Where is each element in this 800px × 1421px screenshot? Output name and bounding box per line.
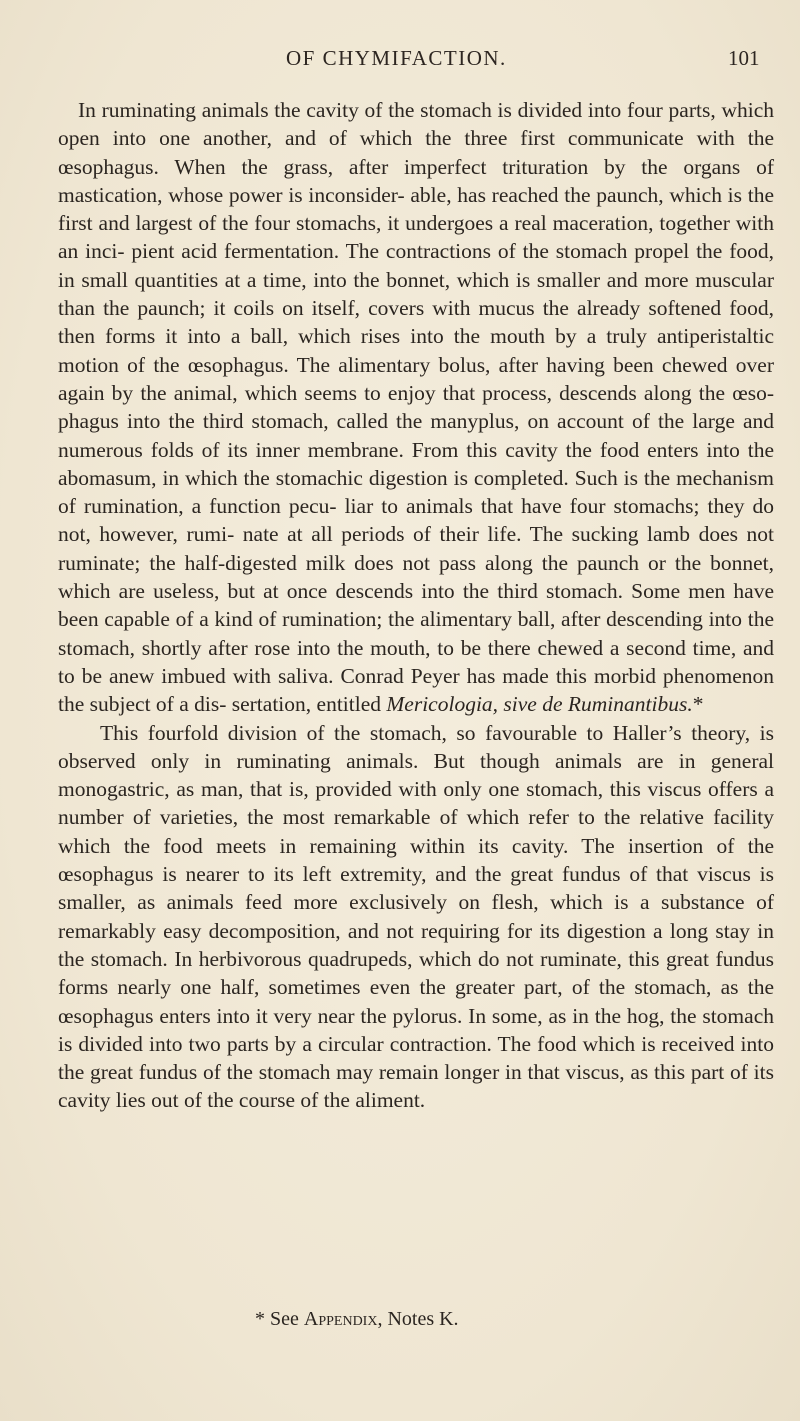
running-head bbox=[0, 46, 800, 76]
running-title: OF CHYMIFACTION. bbox=[286, 46, 507, 70]
footnote-ref: Appendix bbox=[303, 1308, 378, 1330]
paragraph-rumination bbox=[58, 96, 774, 719]
footnote-marker: * bbox=[692, 692, 704, 717]
dissertation-title: Mericologia, sive de Ruminantibus. bbox=[386, 692, 693, 717]
body-text bbox=[58, 96, 774, 1115]
paragraph-1-text: In ruminating animals the cavity of the stomach is divided into four parts, which open into one another, and of which the three first communicate with the œsophagus. When the grass, after imperfect trituration by the organs of mastication, whose power is inconsider- able, has reached the paunch, which is the first and largest of the four stomachs, it undergoes a real maceration, together with an inci- pient acid fermentation. The contractions of the stomach propel the food, in small quantities at a time, into the bonnet, which is smaller and more muscular than the paunch; it coils on itself, covers with mucus the already softened food, then forms it into a ball, which rises into the mouth by a truly antiperistaltic motion of the œsophagus. The alimentary bolus, after having been chewed over again by the animal, which seems to enjoy that process, descends along the œso- phagus into the third stomach, called the manyplus, on account of the large and numerous folds of its inner membrane. From this cavity the food enters into the abomasum, in which the stomachic digestion is completed. Such is the mechanism of rumination, a function pecu- liar to animals that have four stomachs; they do not, however, rumi- nate at all periods of their life. The sucking lamb does not ruminate; the half-digested milk does not pass along the paunch or the bonnet, which are useless, but at once descends into the third stomach. Some men have been capable of a kind of rumination; the alimentary ball, after descending into the stomach, shortly after rose into the mouth, to be there chewed a second time, and to be anew imbued with saliva. Conrad Peyer has made this morbid phenomenon the subject of a dis- sertation, entitled bbox=[58, 98, 774, 717]
page-number: 101 bbox=[728, 46, 760, 70]
footnote bbox=[255, 1308, 459, 1331]
footnote-suffix: , Notes K. bbox=[377, 1308, 459, 1330]
paragraph-fourfold-division: This fourfold division of the stomach, so favourable to Haller’s theory, is observed only in ruminating animals. But though animals are in general monogastric, as man, that is, provided with only one stomach, this viscus offers a number of varieties, the most remarkable of which refer to the relative facility which the food meets in remaining within its cavity. The insertion of the œsophagus is nearer to its left extremity, and the great fundus of that viscus is smaller, as animals feed more exclusively on flesh, which is a substance of remarkably easy decomposition, and not requiring for its digestion a long stay in the stomach. In herbivorous quadrupeds, which do not ruminate, this great fundus forms nearly one half, sometimes even the greater part, of the stomach, as the œsophagus enters into it very near the pylorus. In some, as in the hog, the stomach is divided into two parts by a circular contraction. The food which is received into the great fundus of the stomach may remain longer in that viscus, as this part of its cavity lies out of the course of the aliment. bbox=[58, 720, 774, 1113]
footnote-prefix: * See bbox=[255, 1308, 304, 1330]
